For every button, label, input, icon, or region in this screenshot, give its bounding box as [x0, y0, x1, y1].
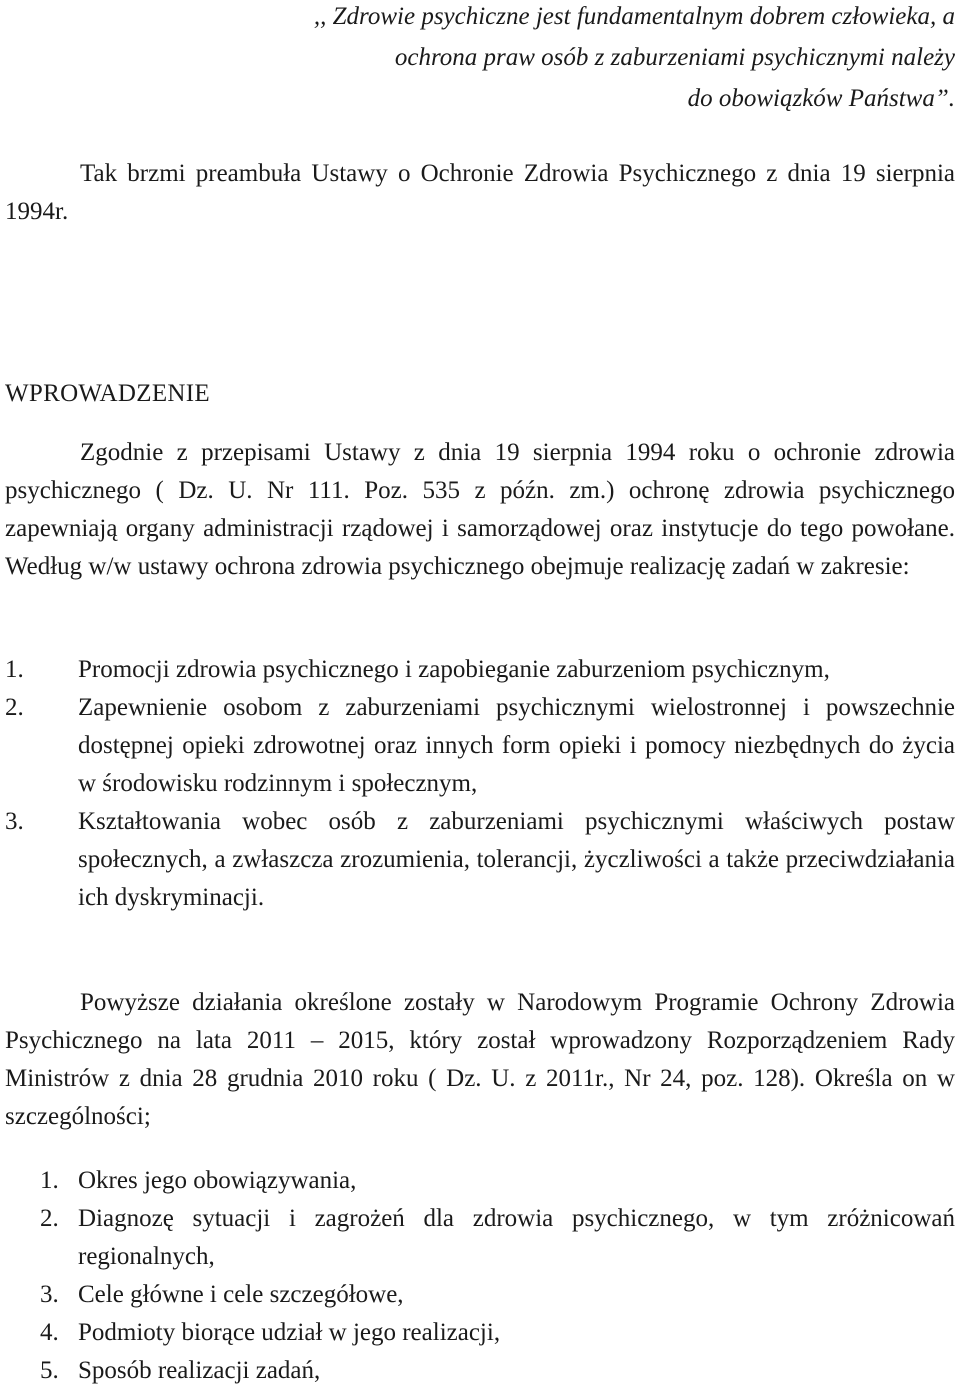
list-item	[5, 1276, 955, 1314]
preamble-paragraph: Tak brzmi preambuła Ustawy o Ochronie Zdrowia Psychicznego z dnia 19 sierpnia 1994r.	[5, 160, 955, 225]
list-item-number: 2.	[5, 694, 24, 721]
tasks-list	[5, 651, 955, 917]
list-item	[5, 1314, 955, 1352]
program-paragraph: Powyższe działania określone zostały w Narodowym Programie Ochrony Zdrowia Psychicznego na lata 2011 – 2015, który został wprowadzony Rozporządzeniem Rady Ministrów z dnia 28 grudnia 2010 roku ( Dz. U. z 2011r., Nr 24, poz. 128). Określa on w szczególności;	[5, 989, 955, 1130]
quote-line: ,, Zdrowie psychiczne jest fundamentalnym dobrem człowieka, a	[313, 3, 955, 30]
list-item-number: 1.	[40, 1167, 59, 1194]
list-item-text: Sposób realizacji zadań,	[78, 1357, 321, 1384]
list-item-text: Diagnozę sytuacji i zagrożeń dla zdrowia psychicznego, w tym zróżnicowań regionalnych,	[78, 1205, 955, 1270]
list-item-number: 1.	[5, 656, 24, 683]
list-item	[5, 803, 955, 917]
list-item-text: Kształtowania wobec osób z zaburzeniami psychicznymi właściwych postaw społecznych, a zwłaszcza zrozumienia, tolerancji, życzliwości a także przeciwdziałania ich dyskryminacji.	[78, 808, 955, 911]
list-item-text: Cele główne i cele szczegółowe,	[78, 1281, 404, 1308]
section-heading: WPROWADZENIE	[5, 380, 210, 407]
list-item-number: 4.	[40, 1319, 59, 1346]
list-item-number: 5.	[40, 1357, 59, 1384]
program-items-list	[5, 1162, 955, 1390]
list-item	[5, 689, 955, 803]
list-item	[5, 1352, 955, 1390]
intro-paragraph: Zgodnie z przepisami Ustawy z dnia 19 sierpnia 1994 roku o ochronie zdrowia psychicznego ( Dz. U. Nr 111. Poz. 535 z późn. zm.) ochronę zdrowia psychicznego zapewniają organy administracji rządowej i samorządowej oraz instytucje do tego powołane. Według w/w ustawy ochrona zdrowia psychicznego obejmuje realizację zadań w zakresie:	[5, 439, 955, 580]
list-item-text: Podmioty biorące udział w jego realizacji,	[78, 1319, 501, 1346]
quote-line: ochrona praw osób z zaburzeniami psychicznymi należy	[394, 44, 955, 71]
list-item	[5, 651, 955, 689]
list-item-text: Promocji zdrowia psychicznego i zapobieganie zaburzeniom psychicznym,	[78, 656, 830, 683]
list-item-text: Zapewnienie osobom z zaburzeniami psychicznymi wielostronnej i powszechnie dostępnej opieki zdrowotnej oraz innych form opieki i pomocy niezbędnych do życia w środowisku rodzinnym i społecznym,	[78, 694, 955, 797]
quote-line: do obowiązków Państwa”.	[687, 85, 955, 112]
list-item	[5, 1162, 955, 1200]
list-item-text: Okres jego obowiązywania,	[78, 1167, 357, 1194]
list-item-number: 2.	[40, 1205, 59, 1232]
list-item-number: 3.	[40, 1281, 59, 1308]
preamble-quote	[5, 0, 955, 119]
list-item-number: 3.	[5, 808, 24, 835]
list-item	[5, 1200, 955, 1276]
